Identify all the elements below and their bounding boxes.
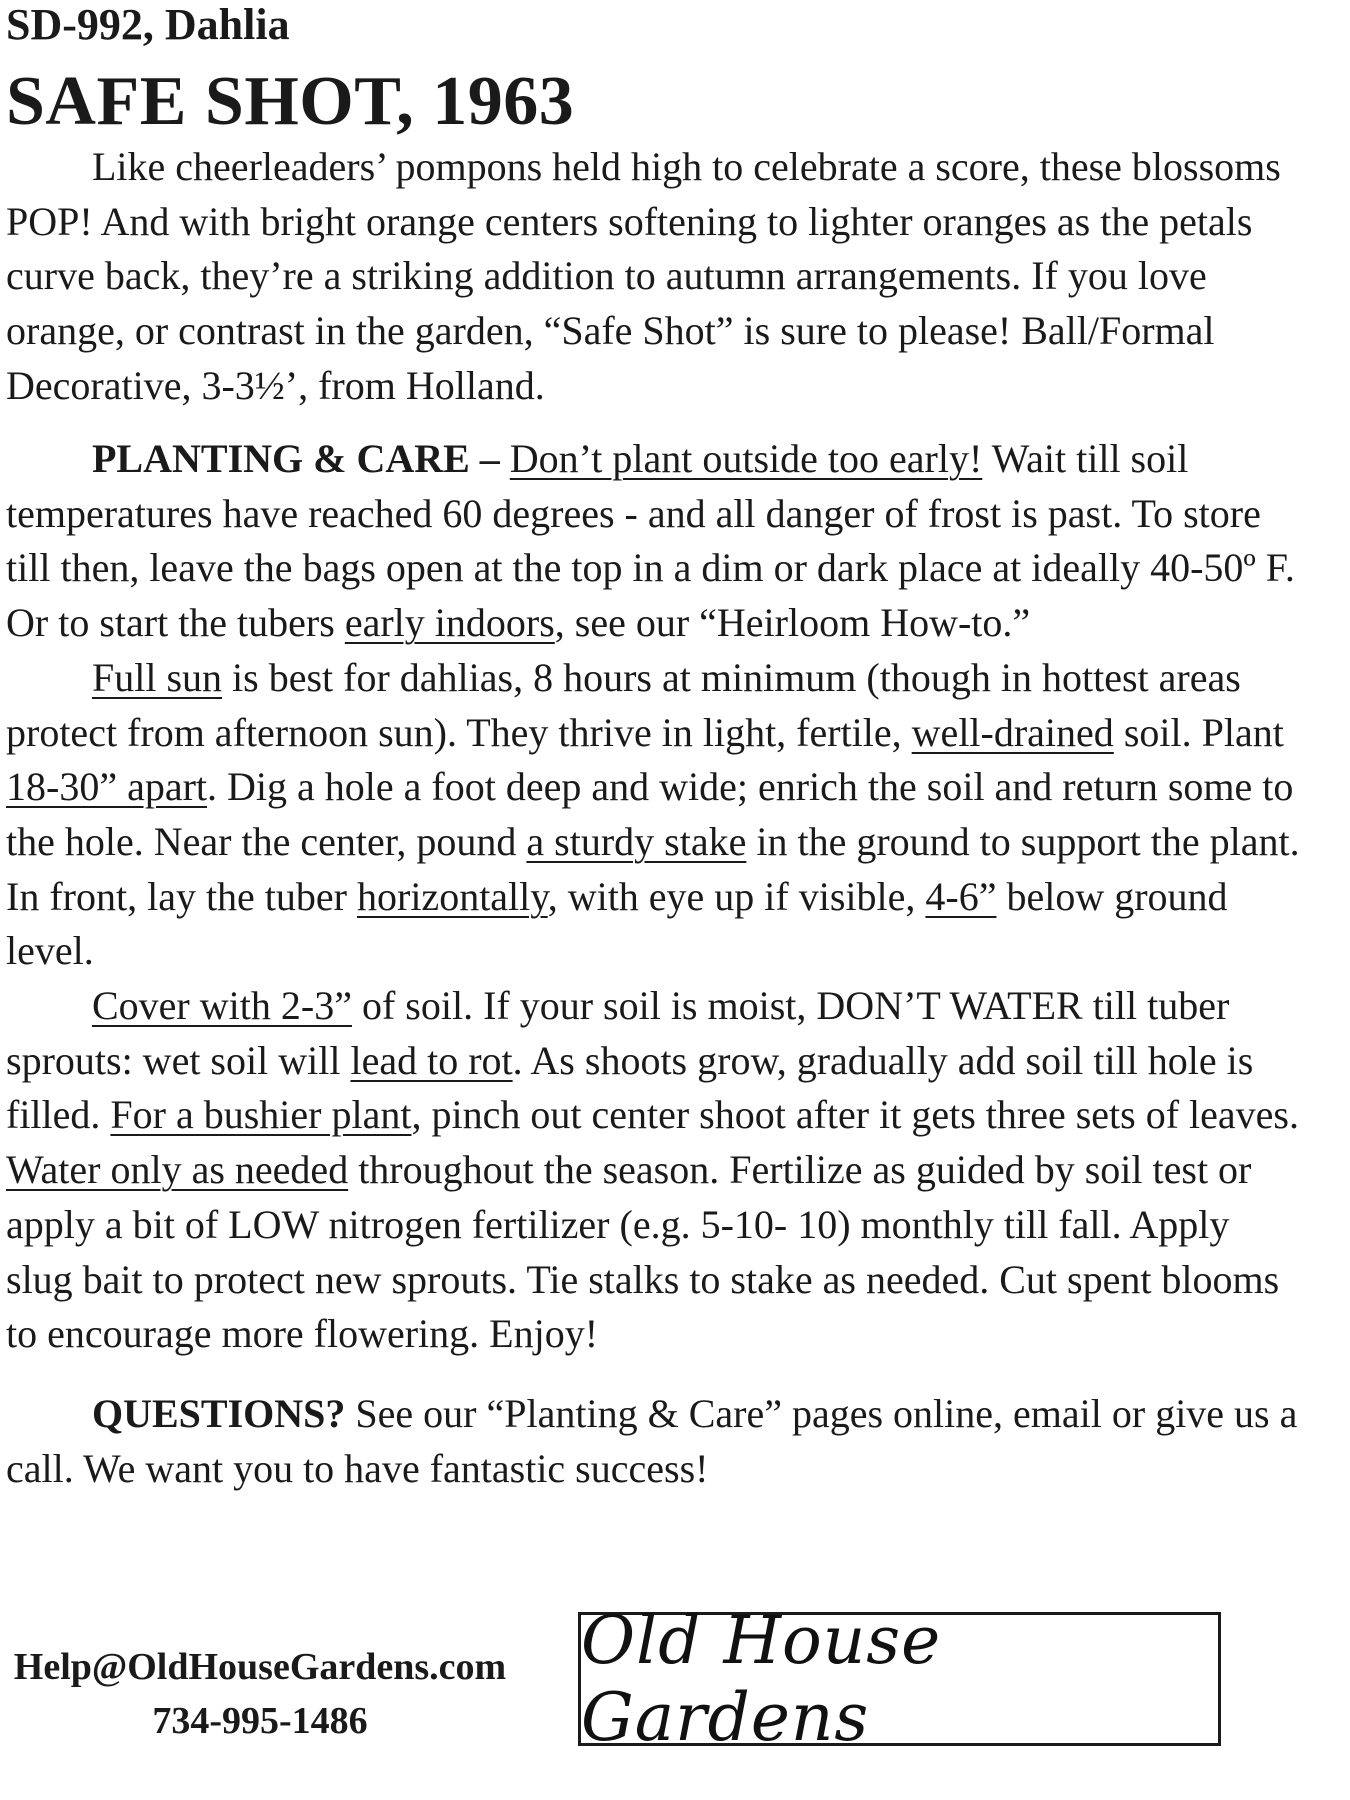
planting-text: . Dig a hole a foot deep and wide; enrich the soil and return some to the hole. Near the center, pound bbox=[6, 764, 1294, 864]
intro-text: Like cheerleaders’ pompons held high to celebrate a score, these blossoms POP! And with bright orange centers softening to lighter oranges as the petals curve back, they’re a striking addition to autumn arrangements. If you love orange, or contrast in the garden, “Safe Shot” is sure to please! Ball/Formal Decorative, 3-3½’, from Holland. bbox=[6, 144, 1281, 408]
depth-phrase: 4-6” bbox=[925, 873, 997, 919]
planting-text: in the ground to support the plant. In front, lay the tuber bbox=[6, 818, 1300, 919]
planting-care-section bbox=[6, 432, 1306, 1362]
water-phrase: Water only as needed bbox=[6, 1147, 349, 1193]
full-sun-phrase: Full sun bbox=[92, 654, 223, 700]
planting-text: , see our “Heirloom How-to.” bbox=[554, 600, 1031, 646]
logo: Old House Gardens bbox=[581, 1602, 942, 1756]
stake-phrase: a sturdy stake bbox=[526, 818, 747, 864]
questions-heading: QUESTIONS? bbox=[92, 1391, 346, 1436]
contact-block bbox=[10, 1640, 510, 1748]
code-line: SD-992, Dahlia bbox=[6, 0, 290, 49]
rot-phrase: lead to rot bbox=[350, 1037, 513, 1083]
planting-text: , with eye up if visible, bbox=[547, 873, 926, 919]
horizontally-phrase: horizontally bbox=[357, 873, 548, 919]
planting-warning: Don’t plant outside too early! bbox=[509, 436, 983, 481]
planting-text: is best for dahlias, 8 hours at minimum (though in hottest areas protect from afternoon sun). They thrive in light, fertile, bbox=[6, 654, 1241, 755]
contact-phone[interactable]: 734-995-1486 bbox=[152, 1700, 368, 1742]
planting-text: . As shoots grow, gradually add soil till hole is filled. bbox=[6, 1037, 1254, 1138]
questions-section bbox=[6, 1387, 1306, 1496]
spacing-phrase: 18-30” apart bbox=[6, 764, 208, 810]
planting-text: throughout the season. Fertilize as guided by soil test or apply a bit of LOW nitrogen fertilizer (e.g. 5-10- 10) monthly till fall. Apply slug bait to protect new sprouts. Tie stalks to stake as needed. Cut spent blooms to encourage more flowering. Enjoy! bbox=[6, 1147, 1280, 1357]
planting-text: of soil. If your soil is moist, DON’T WATER till tuber sprouts: wet soil will bbox=[6, 983, 1230, 1083]
bushier-phrase: For a bushier plant bbox=[110, 1092, 412, 1138]
planting-text: below ground level. bbox=[6, 873, 1228, 974]
planting-heading: PLANTING & CARE – bbox=[92, 436, 500, 481]
logo-box bbox=[578, 1602, 1221, 1756]
planting-text: , pinch out center shoot after it gets three sets of leaves. bbox=[411, 1092, 1299, 1138]
page-title: SAFE SHOT, 1963 bbox=[6, 63, 575, 140]
well-drained-phrase: well-drained bbox=[911, 709, 1114, 755]
contact-email[interactable]: Help@OldHouseGardens.com bbox=[13, 1646, 507, 1688]
planting-link-early-indoors: early indoors bbox=[344, 600, 555, 646]
planting-text: Wait till soil temperatures have reached 60 degrees - and all danger of frost is past. To store till then, leave the bags open at the top in a dim or dark place at ideally 40-50º F. Or to start the tubers bbox=[6, 436, 1295, 646]
cover-phrase: Cover with 2-3” bbox=[92, 983, 352, 1029]
planting-text: soil. Plant bbox=[1113, 709, 1284, 755]
questions-text: See our “Planting & Care” pages online, email or give us a call. We want you to have fantastic success! bbox=[6, 1391, 1298, 1491]
intro-paragraph bbox=[6, 140, 1306, 414]
